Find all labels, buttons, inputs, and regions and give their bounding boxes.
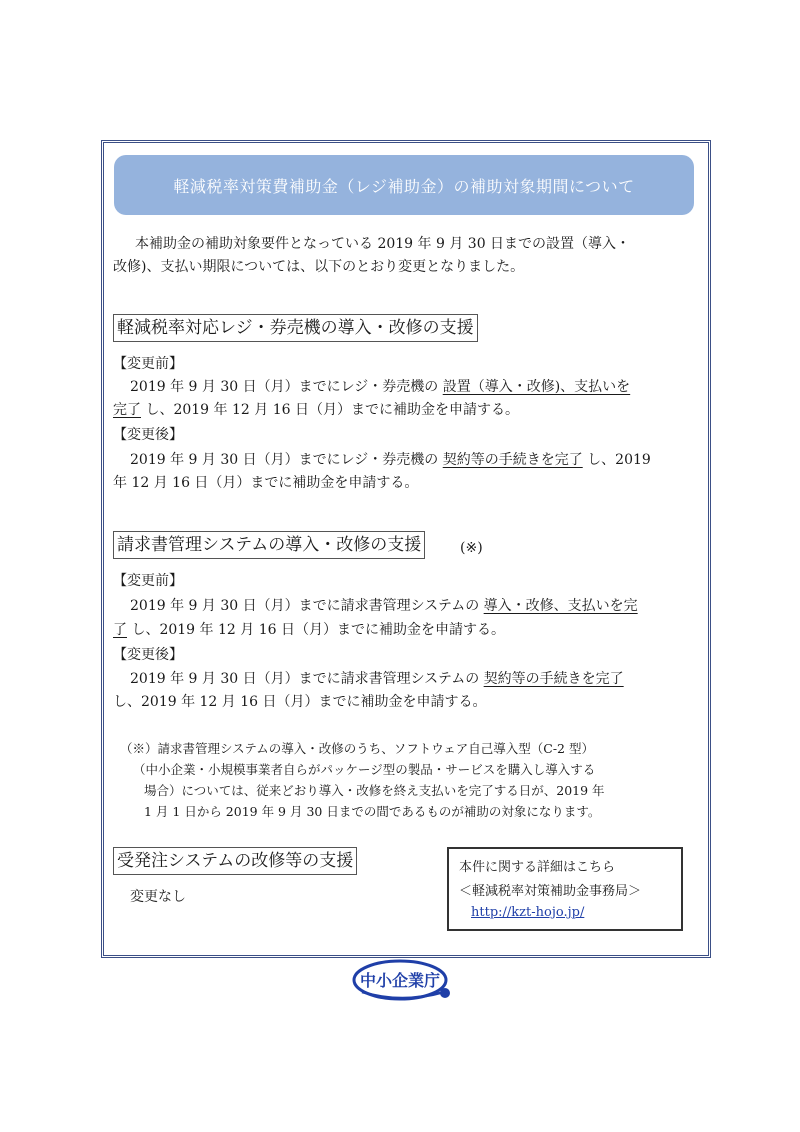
section-heading-ordering: 受発注システムの改修等の支援	[113, 847, 357, 875]
section2-before-line-1: 2019 年 9 月 30 日（月）までに請求書管理システムの 導入・改修、支払いを完	[130, 598, 638, 614]
section-heading-invoice: 請求書管理システムの導入・改修の支援	[113, 531, 425, 559]
section2-after-line-1: 2019 年 9 月 30 日（月）までに請求書管理システムの 契約等の手続きを完了	[130, 671, 624, 687]
section1-before-line-2: 完了 し、2019 年 12 月 16 日（月）までに補助金を申請する。	[113, 402, 519, 418]
section2-before-line-2: 了 し、2019 年 12 月 16 日（月）までに補助金を申請する。	[113, 622, 505, 638]
intro-line-2: 改修)、支払い期限については、以下のとおり変更となりました。	[113, 259, 525, 275]
footnote-line-4: 1 月 1 日から 2019 年 9 月 30 日までの間であるものが補助の対象になります。	[144, 804, 601, 819]
after-label: 【変更後】	[113, 647, 183, 663]
section1-after-line-1: 2019 年 9 月 30 日（月）までにレジ・券売機の 契約等の手続きを完了 し、2019	[130, 452, 651, 468]
section-heading-register: 軽減税率対応レジ・券売機の導入・改修の支援	[113, 314, 478, 342]
section2-after-line-2: し、2019 年 12 月 16 日（月）までに補助金を申請する。	[113, 694, 487, 710]
footnote-line-2: （中小企業・小規模事業者自らがパッケージ型の製品・サービスを購入し導入する	[133, 762, 596, 777]
agency-logo	[352, 958, 456, 1006]
before-label: 【変更前】	[113, 573, 183, 589]
logo-text: 中小企業庁	[359, 971, 441, 990]
footnote-line-1: （※）請求書管理システムの導入・改修のうち、ソフトウェア自己導入型（C-2 型）	[120, 741, 594, 756]
info-line-2: ＜軽減税率対策補助金事務局＞	[459, 884, 642, 899]
section3-body: 変更なし	[130, 889, 186, 905]
page-title: 軽減税率対策費補助金（レジ補助金）の補助対象期間について	[173, 176, 635, 196]
footnote-line-3: 場合）については、従来どおり導入・改修を終え支払いを完了する日が、2019 年	[144, 783, 605, 798]
after-label: 【変更後】	[113, 427, 183, 443]
section2-footnote-mark: (※)	[460, 540, 483, 556]
before-label: 【変更前】	[113, 356, 183, 372]
website-link[interactable]: http://kzt-hojo.jp/	[471, 905, 585, 920]
page-title-banner	[114, 155, 694, 215]
intro-line-1: 本補助金の補助対象要件となっている 2019 年 9 月 30 日までの設置（導入・	[135, 236, 631, 252]
info-line-1: 本件に関する詳細はこちら	[459, 860, 616, 875]
contact-info-box	[447, 847, 683, 931]
section1-before-line-1: 2019 年 9 月 30 日（月）までにレジ・券売機の 設置（導入・改修)、支払いを	[130, 379, 631, 395]
section1-after-line-2: 年 12 月 16 日（月）までに補助金を申請する。	[113, 475, 419, 491]
